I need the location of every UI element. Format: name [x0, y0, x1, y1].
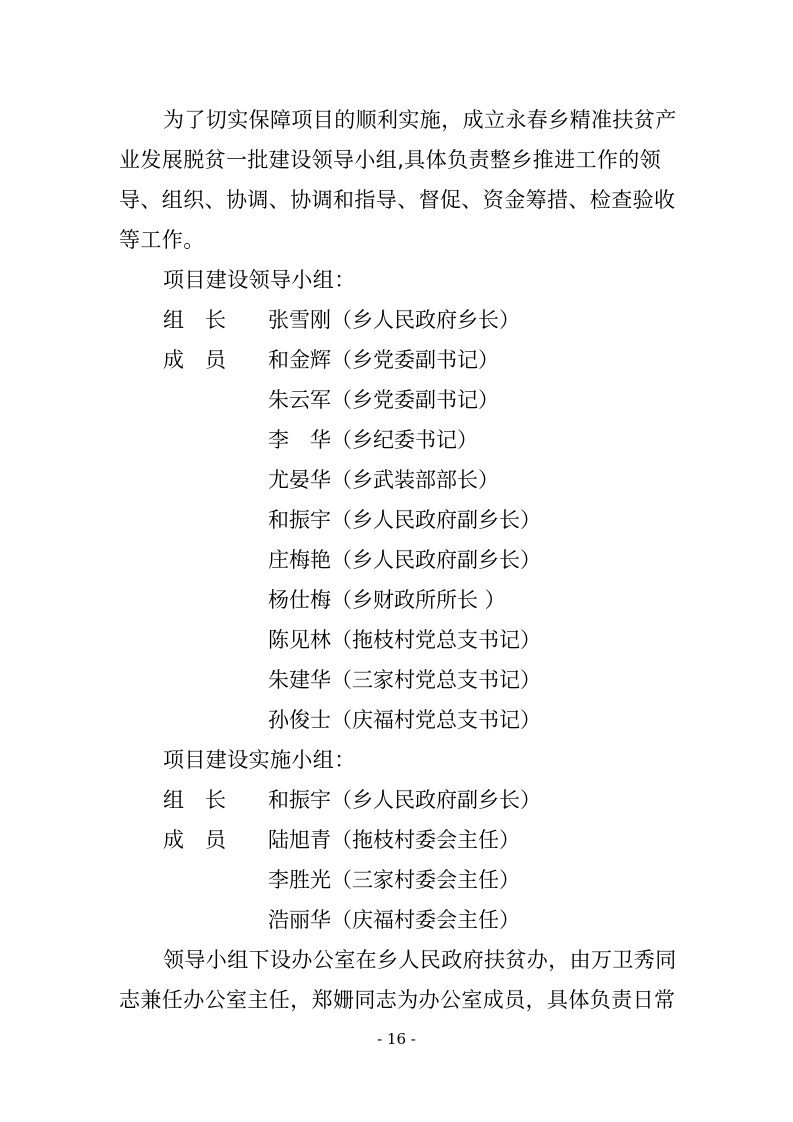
leadership-member: 朱建华（三家村党总支书记）: [268, 668, 541, 692]
intro-line-3: 导、组织、协调、协调和指导、督促、资金筹措、检查验收: [119, 188, 676, 212]
office-line-2: 志兼任办公室主任，郑姗同志为办公室成员，具体负责日常: [119, 988, 676, 1012]
implementation-member: 浩丽华（庆福村委会主任）: [268, 908, 520, 932]
leadership-member: 孙俊士（庆福村党总支书记）: [268, 708, 541, 732]
page-number: - 16 -: [377, 1030, 416, 1048]
leadership-member: 庄梅艳（乡人民政府副乡长）: [268, 548, 541, 572]
implementation-group-title: 项目建设实施小组：: [163, 748, 356, 772]
leadership-group-title: 项目建设领导小组：: [163, 268, 356, 292]
leadership-member: 尤晏华（乡武装部部长）: [268, 468, 499, 492]
implementation-member-role: 成 员: [163, 828, 226, 852]
intro-line-4: 等工作。: [119, 228, 205, 252]
intro-line-2: 业发展脱贫一批建设领导小组,具体负责整乡推进工作的领: [119, 148, 662, 172]
leadership-member: 和金辉（乡党委副书记）: [268, 348, 499, 372]
implementation-member: 陆旭青（拖枝村委会主任）: [268, 828, 520, 852]
office-line-1: 领导小组下设办公室在乡人民政府扶贫办，由万卫秀同: [163, 948, 677, 972]
leadership-member: 李 华（乡纪委书记）: [268, 428, 478, 452]
leadership-member: 杨仕梅（乡财政所所长 ）: [268, 588, 506, 612]
leadership-leader: 张雪刚（乡人民政府乡长）: [268, 308, 520, 332]
leadership-member: 陈见林（拖枝村党总支书记）: [268, 628, 541, 652]
leadership-leader-role: 组 长: [163, 308, 226, 332]
implementation-member: 李胜光（三家村委会主任）: [268, 868, 520, 892]
leadership-member: 和振宇（乡人民政府副乡长）: [268, 508, 541, 532]
intro-line-1: 为了切实保障项目的顺利实施，成立永春乡精准扶贫产: [163, 108, 677, 132]
leadership-member-role: 成 员: [163, 348, 226, 372]
implementation-leader: 和振宇（乡人民政府副乡长）: [268, 788, 541, 812]
leadership-member: 朱云军（乡党委副书记）: [268, 388, 499, 412]
implementation-leader-role: 组 长: [163, 788, 226, 812]
